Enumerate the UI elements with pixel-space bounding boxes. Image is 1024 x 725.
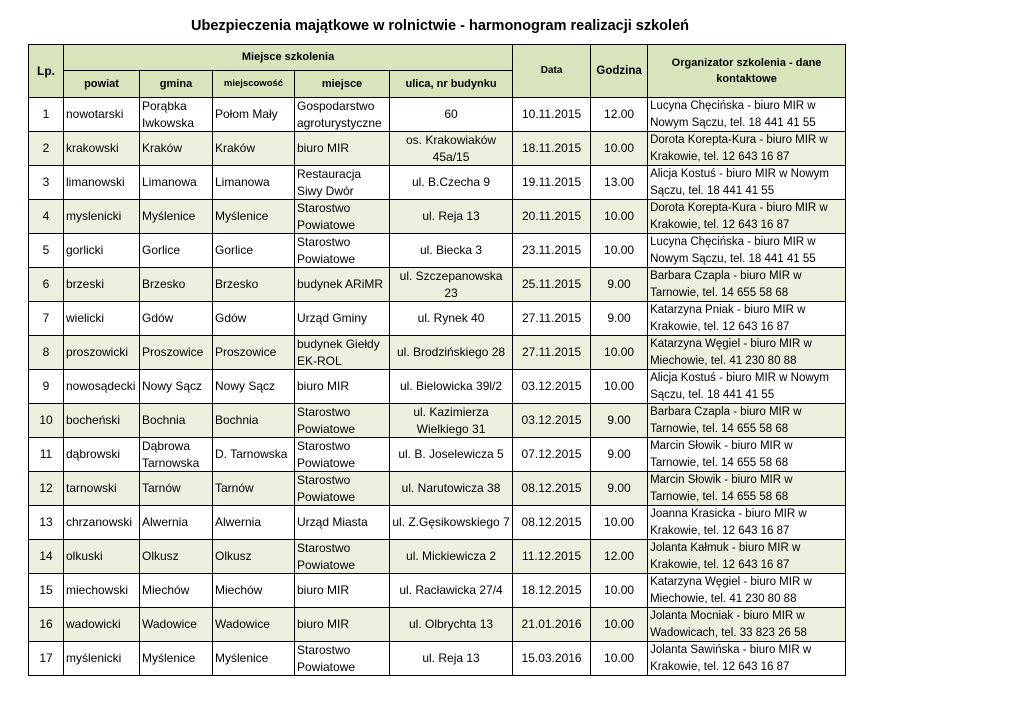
header-miejscowosc: miejscowość <box>213 71 295 98</box>
cell-powiat: bocheński <box>64 404 140 438</box>
cell-ulica: ul. Bielowicka 39l/2 <box>390 370 513 404</box>
cell-powiat: olkuski <box>64 540 140 574</box>
cell-organizator: Katarzyna Węgiel - biuro MIR w Miechowie, tel. 41 230 80 88 <box>648 574 846 608</box>
cell-powiat: wielicki <box>64 302 140 336</box>
cell-lp: 8 <box>29 336 64 370</box>
cell-organizator: Katarzyna Węgiel - biuro MIR w Miechowie, tel. 41 230 80 88 <box>648 336 846 370</box>
table-row <box>29 370 846 404</box>
header-organizator: Organizator szkolenia - dane kontaktowe <box>648 45 846 98</box>
cell-ulica: ul. Szczepanowska 23 <box>390 268 513 302</box>
cell-powiat: proszowicki <box>64 336 140 370</box>
header-lp: Lp. <box>29 45 64 98</box>
cell-godzina: 9.00 <box>591 404 648 438</box>
cell-data: 10.11.2015 <box>513 98 591 132</box>
cell-lp: 1 <box>29 98 64 132</box>
cell-miejscowosc: Limanowa <box>213 166 295 200</box>
cell-gmina: Myślenice <box>140 200 213 234</box>
cell-ulica: ul. B.Czecha 9 <box>390 166 513 200</box>
cell-godzina: 10.00 <box>591 506 648 540</box>
cell-lp: 4 <box>29 200 64 234</box>
cell-miejsce: budynek Giełdy EK-ROL <box>295 336 390 370</box>
cell-miejscowosc: Alwernia <box>213 506 295 540</box>
cell-godzina: 9.00 <box>591 472 648 506</box>
cell-gmina: Gdów <box>140 302 213 336</box>
cell-godzina: 9.00 <box>591 268 648 302</box>
cell-miejscowosc: D. Tarnowska <box>213 438 295 472</box>
cell-miejscowosc: Tarnów <box>213 472 295 506</box>
cell-data: 19.11.2015 <box>513 166 591 200</box>
cell-powiat: gorlicki <box>64 234 140 268</box>
header-data: Data <box>513 45 591 98</box>
cell-gmina: Miechów <box>140 574 213 608</box>
cell-miejscowosc: Brzesko <box>213 268 295 302</box>
cell-godzina: 10.00 <box>591 234 648 268</box>
cell-miejsce: biuro MIR <box>295 608 390 642</box>
table-header <box>29 45 846 98</box>
cell-godzina: 10.00 <box>591 370 648 404</box>
cell-ulica: ul. Olbrychta 13 <box>390 608 513 642</box>
cell-ulica: ul. Rynek 40 <box>390 302 513 336</box>
cell-data: 08.12.2015 <box>513 472 591 506</box>
cell-data: 23.11.2015 <box>513 234 591 268</box>
cell-gmina: Tarnów <box>140 472 213 506</box>
cell-organizator: Dorota Korepta-Kura - biuro MIR w Krakowie, tel. 12 643 16 87 <box>648 132 846 166</box>
cell-gmina: Kraków <box>140 132 213 166</box>
cell-powiat: wadowicki <box>64 608 140 642</box>
cell-miejscowosc: Wadowice <box>213 608 295 642</box>
cell-miejscowosc: Bochnia <box>213 404 295 438</box>
cell-organizator: Alicja Kostuś - biuro MIR w Nowym Sączu, tel. 18 441 41 55 <box>648 166 846 200</box>
cell-organizator: Barbara Czapla - biuro MIR w Tarnowie, tel. 14 655 58 68 <box>648 404 846 438</box>
table-row <box>29 234 846 268</box>
cell-miejsce: Gospodarstwo agroturystyczne <box>295 98 390 132</box>
cell-powiat: krakowski <box>64 132 140 166</box>
cell-godzina: 10.00 <box>591 608 648 642</box>
cell-powiat: tarnowski <box>64 472 140 506</box>
cell-miejsce: Starostwo Powiatowe <box>295 404 390 438</box>
table-row <box>29 608 846 642</box>
header-gmina: gmina <box>140 71 213 98</box>
cell-godzina: 13.00 <box>591 166 648 200</box>
cell-gmina: Olkusz <box>140 540 213 574</box>
table-row <box>29 336 846 370</box>
cell-organizator: Alicja Kostuś - biuro MIR w Nowym Sączu, tel. 18 441 41 55 <box>648 370 846 404</box>
cell-organizator: Barbara Czapla - biuro MIR w Tarnowie, tel. 14 655 58 68 <box>648 268 846 302</box>
cell-gmina: Nowy Sącz <box>140 370 213 404</box>
cell-lp: 2 <box>29 132 64 166</box>
cell-miejsce: Urząd Gminy <box>295 302 390 336</box>
cell-miejscowosc: Gorlice <box>213 234 295 268</box>
cell-miejscowosc: Gdów <box>213 302 295 336</box>
cell-lp: 15 <box>29 574 64 608</box>
cell-lp: 13 <box>29 506 64 540</box>
cell-data: 03.12.2015 <box>513 404 591 438</box>
cell-ulica: os. Krakowiaków 45a/15 <box>390 132 513 166</box>
cell-gmina: Alwernia <box>140 506 213 540</box>
cell-lp: 12 <box>29 472 64 506</box>
cell-miejscowosc: Połom Mały <box>213 98 295 132</box>
cell-lp: 5 <box>29 234 64 268</box>
cell-data: 18.12.2015 <box>513 574 591 608</box>
cell-powiat: chrzanowski <box>64 506 140 540</box>
cell-gmina: Gorlice <box>140 234 213 268</box>
cell-ulica: ul. Reja 13 <box>390 642 513 676</box>
page-title: Ubezpieczenia majątkowe w rolnictwie - harmonogram realizacji szkoleń <box>191 18 689 34</box>
cell-lp: 7 <box>29 302 64 336</box>
cell-lp: 16 <box>29 608 64 642</box>
table-row <box>29 200 846 234</box>
cell-data: 11.12.2015 <box>513 540 591 574</box>
cell-organizator: Marcin Słowik - biuro MIR w Tarnowie, tel. 14 655 58 68 <box>648 438 846 472</box>
cell-gmina: Dąbrowa Tarnowska <box>140 438 213 472</box>
cell-miejsce: Urząd Miasta <box>295 506 390 540</box>
cell-miejsce: Starostwo Powiatowe <box>295 438 390 472</box>
table-row <box>29 302 846 336</box>
cell-miejscowosc: Olkusz <box>213 540 295 574</box>
table-row <box>29 98 846 132</box>
cell-ulica: ul. Z.Gęsikowskiego 7 <box>390 506 513 540</box>
cell-godzina: 9.00 <box>591 302 648 336</box>
cell-organizator: Jolanta Mocniak - biuro MIR w Wadowicach, tel. 33 823 26 58 <box>648 608 846 642</box>
table-row <box>29 132 846 166</box>
training-schedule-table <box>28 44 846 676</box>
cell-lp: 11 <box>29 438 64 472</box>
cell-lp: 6 <box>29 268 64 302</box>
cell-data: 03.12.2015 <box>513 370 591 404</box>
table-row <box>29 438 846 472</box>
cell-miejsce: biuro MIR <box>295 132 390 166</box>
header-miejsce: miejsce <box>295 71 390 98</box>
cell-godzina: 12.00 <box>591 540 648 574</box>
table-row <box>29 404 846 438</box>
cell-ulica: ul. B. Joselewicza 5 <box>390 438 513 472</box>
cell-powiat: myslenicki <box>64 200 140 234</box>
table-row <box>29 268 846 302</box>
cell-miejscowosc: Miechów <box>213 574 295 608</box>
cell-ulica: ul. Biecka 3 <box>390 234 513 268</box>
cell-lp: 3 <box>29 166 64 200</box>
cell-gmina: Bochnia <box>140 404 213 438</box>
cell-ulica: ul. Racławicka 27/4 <box>390 574 513 608</box>
cell-data: 18.11.2015 <box>513 132 591 166</box>
cell-gmina: Wadowice <box>140 608 213 642</box>
table-row <box>29 506 846 540</box>
table-row <box>29 472 846 506</box>
cell-miejsce: Starostwo Powiatowe <box>295 642 390 676</box>
cell-organizator: Marcin Słowik - biuro MIR w Tarnowie, tel. 14 655 58 68 <box>648 472 846 506</box>
cell-godzina: 10.00 <box>591 200 648 234</box>
cell-powiat: myślenicki <box>64 642 140 676</box>
cell-organizator: Joanna Krasicka - biuro MIR w Krakowie, tel. 12 643 16 87 <box>648 506 846 540</box>
cell-miejscowosc: Myślenice <box>213 200 295 234</box>
cell-data: 27.11.2015 <box>513 302 591 336</box>
cell-godzina: 12.00 <box>591 98 648 132</box>
table-row <box>29 540 846 574</box>
cell-gmina: Proszowice <box>140 336 213 370</box>
cell-lp: 17 <box>29 642 64 676</box>
cell-powiat: miechowski <box>64 574 140 608</box>
cell-gmina: Brzesko <box>140 268 213 302</box>
cell-godzina: 10.00 <box>591 132 648 166</box>
header-miejsce-szkolenia: Miejsce szkolenia <box>64 45 513 71</box>
cell-data: 15.03.2016 <box>513 642 591 676</box>
table-row <box>29 574 846 608</box>
table-row <box>29 166 846 200</box>
cell-miejsce: Starostwo Powiatowe <box>295 472 390 506</box>
cell-miejsce: biuro MIR <box>295 370 390 404</box>
cell-gmina: Myślenice <box>140 642 213 676</box>
cell-ulica: 60 <box>390 98 513 132</box>
cell-miejscowosc: Proszowice <box>213 336 295 370</box>
cell-miejsce: Starostwo Powiatowe <box>295 234 390 268</box>
header-powiat: powiat <box>64 71 140 98</box>
header-godzina: Godzina <box>591 45 648 98</box>
cell-miejsce: Starostwo Powiatowe <box>295 200 390 234</box>
cell-godzina: 10.00 <box>591 336 648 370</box>
cell-miejscowosc: Nowy Sącz <box>213 370 295 404</box>
cell-lp: 14 <box>29 540 64 574</box>
cell-powiat: nowosądecki <box>64 370 140 404</box>
cell-data: 21.01.2016 <box>513 608 591 642</box>
cell-powiat: dąbrowski <box>64 438 140 472</box>
cell-organizator: Katarzyna Pniak - biuro MIR w Krakowie, tel. 12 643 16 87 <box>648 302 846 336</box>
cell-organizator: Lucyna Chęcińska - biuro MIR w Nowym Sączu, tel. 18 441 41 55 <box>648 98 846 132</box>
cell-miejscowosc: Myślenice <box>213 642 295 676</box>
cell-data: 07.12.2015 <box>513 438 591 472</box>
cell-organizator: Dorota Korepta-Kura - biuro MIR w Krakowie, tel. 12 643 16 87 <box>648 200 846 234</box>
cell-ulica: ul. Narutowicza 38 <box>390 472 513 506</box>
cell-data: 27.11.2015 <box>513 336 591 370</box>
cell-miejsce: Restauracja Siwy Dwór <box>295 166 390 200</box>
cell-organizator: Jolanta Kałmuk - biuro MIR w Krakowie, tel. 12 643 16 87 <box>648 540 846 574</box>
cell-powiat: brzeski <box>64 268 140 302</box>
cell-godzina: 10.00 <box>591 574 648 608</box>
cell-ulica: ul. Brodzińskiego 28 <box>390 336 513 370</box>
cell-miejsce: biuro MIR <box>295 574 390 608</box>
cell-gmina: Porąbka Iwkowska <box>140 98 213 132</box>
header-ulica: ulica, nr budynku <box>390 71 513 98</box>
cell-miejsce: budynek ARiMR <box>295 268 390 302</box>
cell-lp: 10 <box>29 404 64 438</box>
cell-powiat: limanowski <box>64 166 140 200</box>
cell-ulica: ul. Mickiewicza 2 <box>390 540 513 574</box>
cell-data: 20.11.2015 <box>513 200 591 234</box>
cell-lp: 9 <box>29 370 64 404</box>
cell-data: 08.12.2015 <box>513 506 591 540</box>
cell-organizator: Lucyna Chęcińska - biuro MIR w Nowym Sączu, tel. 18 441 41 55 <box>648 234 846 268</box>
table-row <box>29 642 846 676</box>
cell-godzina: 10.00 <box>591 642 648 676</box>
cell-miejscowosc: Kraków <box>213 132 295 166</box>
table-body <box>29 98 846 676</box>
cell-miejsce: Starostwo Powiatowe <box>295 540 390 574</box>
cell-data: 25.11.2015 <box>513 268 591 302</box>
cell-ulica: ul. Reja 13 <box>390 200 513 234</box>
cell-gmina: Limanowa <box>140 166 213 200</box>
cell-organizator: Jolanta Sawińska - biuro MIR w Krakowie, tel. 12 643 16 87 <box>648 642 846 676</box>
cell-powiat: nowotarski <box>64 98 140 132</box>
cell-godzina: 9.00 <box>591 438 648 472</box>
cell-ulica: ul. Kazimierza Wielkiego 31 <box>390 404 513 438</box>
